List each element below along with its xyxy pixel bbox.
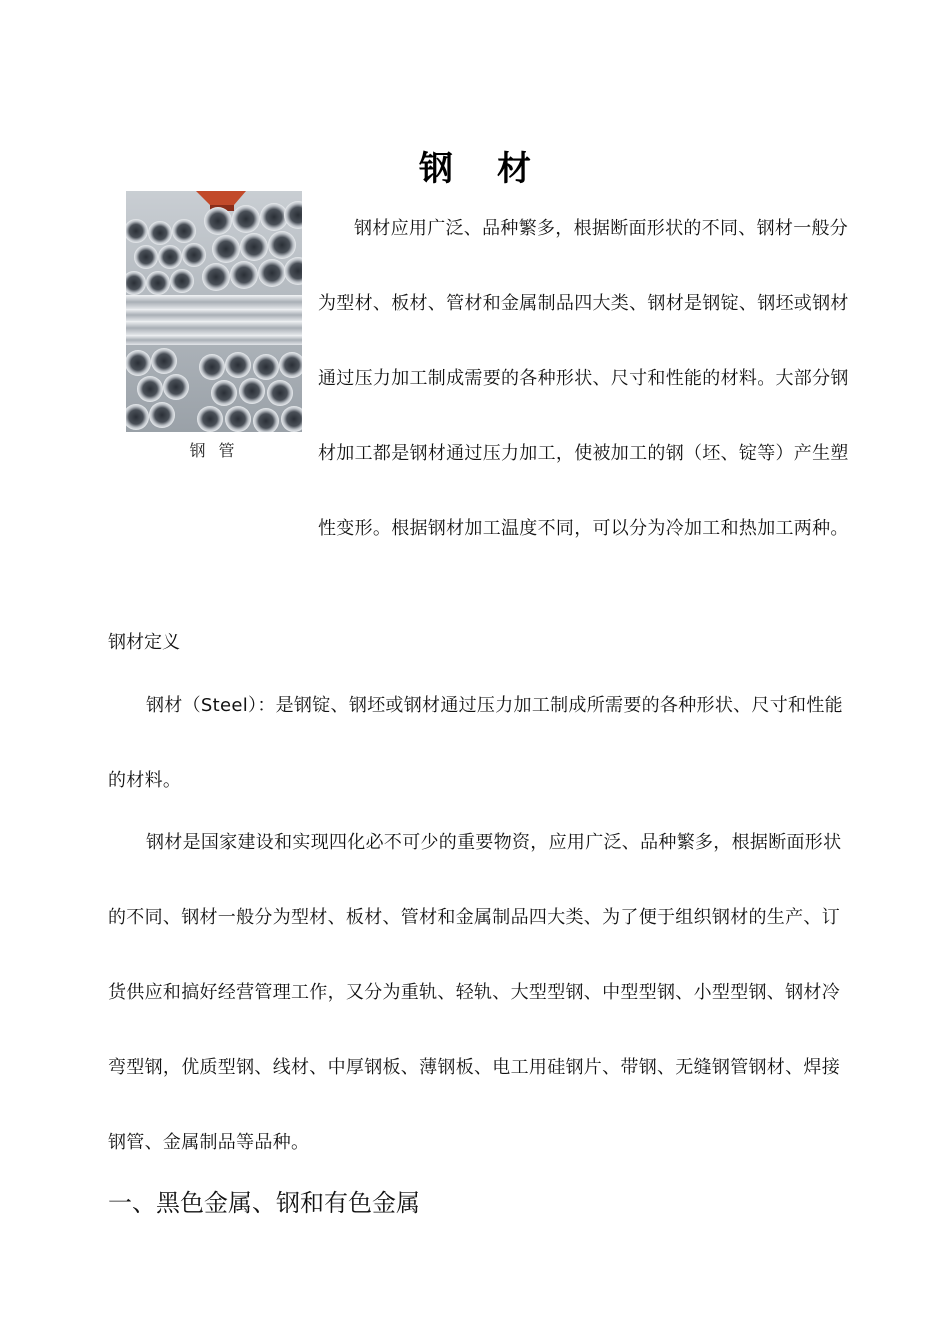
body-paragraph: 钢材是国家建设和实现四化必不可少的重要物资，应用广泛、品种繁多，根据断面形状的不同、钢材一般分为型材、板材、管材和金属制品四大类、为了便于组织钢材的生产、订货供应和搞好经营管理工作，又分为重轨、轻轨、大型型钢、中型型钢、小型型钢、钢材冷弯型钢，优质型钢、线材、中厚钢板、薄钢板、电工用硅钢片、带钢、无缝钢管钢材、焊接钢管、金属制品等品种。 (108, 832, 842, 1153)
intro-paragraph: 钢材应用广泛、品种繁多，根据断面形状的不同、钢材一般分为型材、板材、管材和金属制品四大类、钢材是钢锭、钢坯或钢材通过压力加工制成需要的各种形状、尺寸和性能的材料。大部分钢材加工都是钢材通过压力加工，使被加工的钢（坯、锭等）产生塑性变形。根据钢材加工温度不同，可以分为冷加工和热加工两种。 (318, 218, 849, 539)
steel-pipe-figure (126, 191, 302, 461)
section-heading: 一、黑色金属、钢和有色金属 (108, 1189, 420, 1217)
page-title: 钢材 (419, 148, 575, 189)
figure-caption: 钢 管 (189, 441, 239, 460)
definition-heading: 钢材定义 (108, 632, 180, 653)
definition-paragraph: 钢材（Steel）：是钢锭、钢坯或钢材通过压力加工制成所需要的各种形状、尺寸和性能的材料。 (108, 695, 843, 791)
steel-pipe-photo (126, 191, 302, 432)
